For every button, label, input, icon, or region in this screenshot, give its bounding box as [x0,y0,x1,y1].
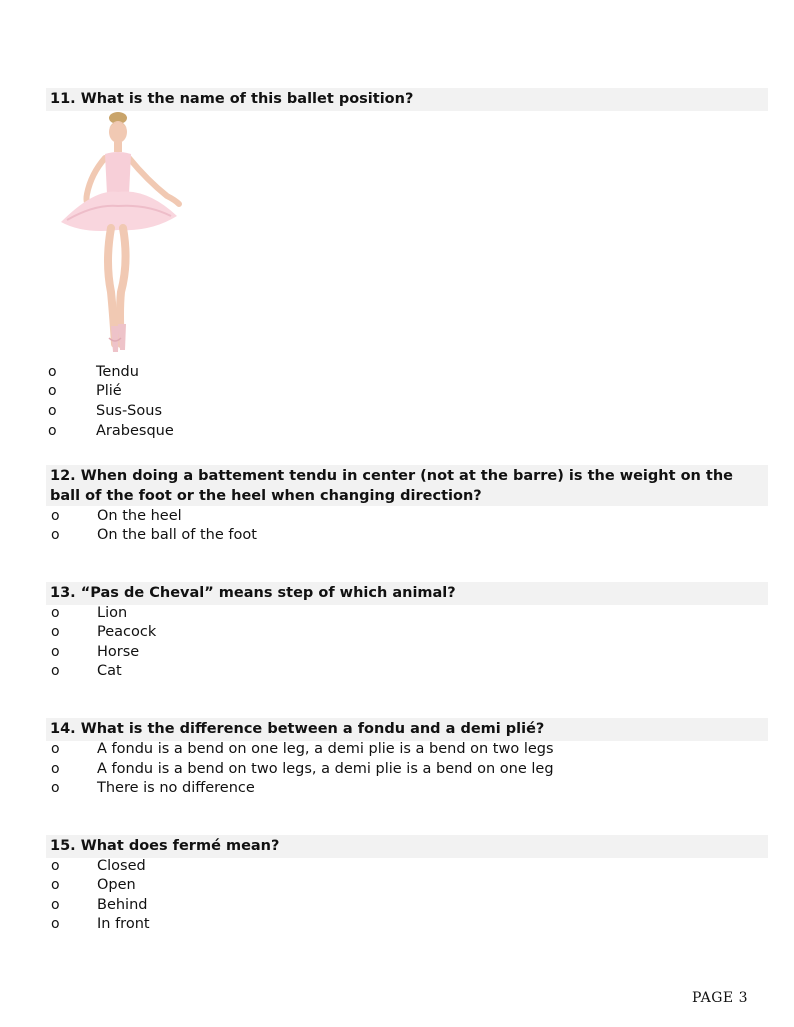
q15-option-3[interactable]: Behind [97,897,148,913]
page-number: PAGE 3 [691,990,748,1006]
question-11: 11. What is the name of this ballet position? [46,88,768,111]
bullet: o [51,644,60,660]
q11-option-3[interactable]: Sus-Sous [96,403,163,419]
q14-option-1[interactable]: A fondu is a bend on one leg, a demi plie is a bend on two legs [97,741,554,757]
bullet: o [48,403,57,419]
q13-option-2[interactable]: Peacock [97,624,157,640]
bullet: o [51,897,60,913]
q12-option-1[interactable]: On the heel [97,508,182,524]
q13-option-3[interactable]: Horse [97,644,140,660]
bullet: o [48,423,57,439]
q14-option-2[interactable]: A fondu is a bend on two legs, a demi plie is a bend on one leg [97,761,554,777]
q15-option-1[interactable]: Closed [97,858,146,874]
bullet: o [51,508,60,524]
ballerina-image [55,112,185,358]
q13-option-1[interactable]: Lion [97,605,128,621]
question-14: 14. What is the difference between a fondu and a demi plié? [46,718,768,741]
question-13: 13. “Pas de Cheval” means step of which animal? [46,582,768,605]
bullet: o [51,877,60,893]
bullet: o [48,383,57,399]
q14-option-3[interactable]: There is no difference [97,780,255,796]
bullet: o [51,663,60,679]
bullet: o [48,364,57,380]
q13-option-4[interactable]: Cat [97,663,122,679]
bullet: o [51,916,60,932]
bullet: o [51,780,60,796]
bullet: o [51,527,60,543]
q12-option-2[interactable]: On the ball of the foot [97,527,257,543]
q11-option-4[interactable]: Arabesque [96,423,174,439]
q15-option-4[interactable]: In front [97,916,150,932]
bullet: o [51,741,60,757]
q11-option-2[interactable]: Plié [96,383,122,399]
q15-option-2[interactable]: Open [97,877,136,893]
q11-option-1[interactable]: Tendu [96,364,139,380]
bullet: o [51,858,60,874]
bullet: o [51,605,60,621]
question-12: 12. When doing a battement tendu in center (not at the barre) is the weight on the ball of the foot or the heel when changing direction? [46,465,768,506]
question-15: 15. What does fermé mean? [46,835,768,858]
bullet: o [51,761,60,777]
bullet: o [51,624,60,640]
